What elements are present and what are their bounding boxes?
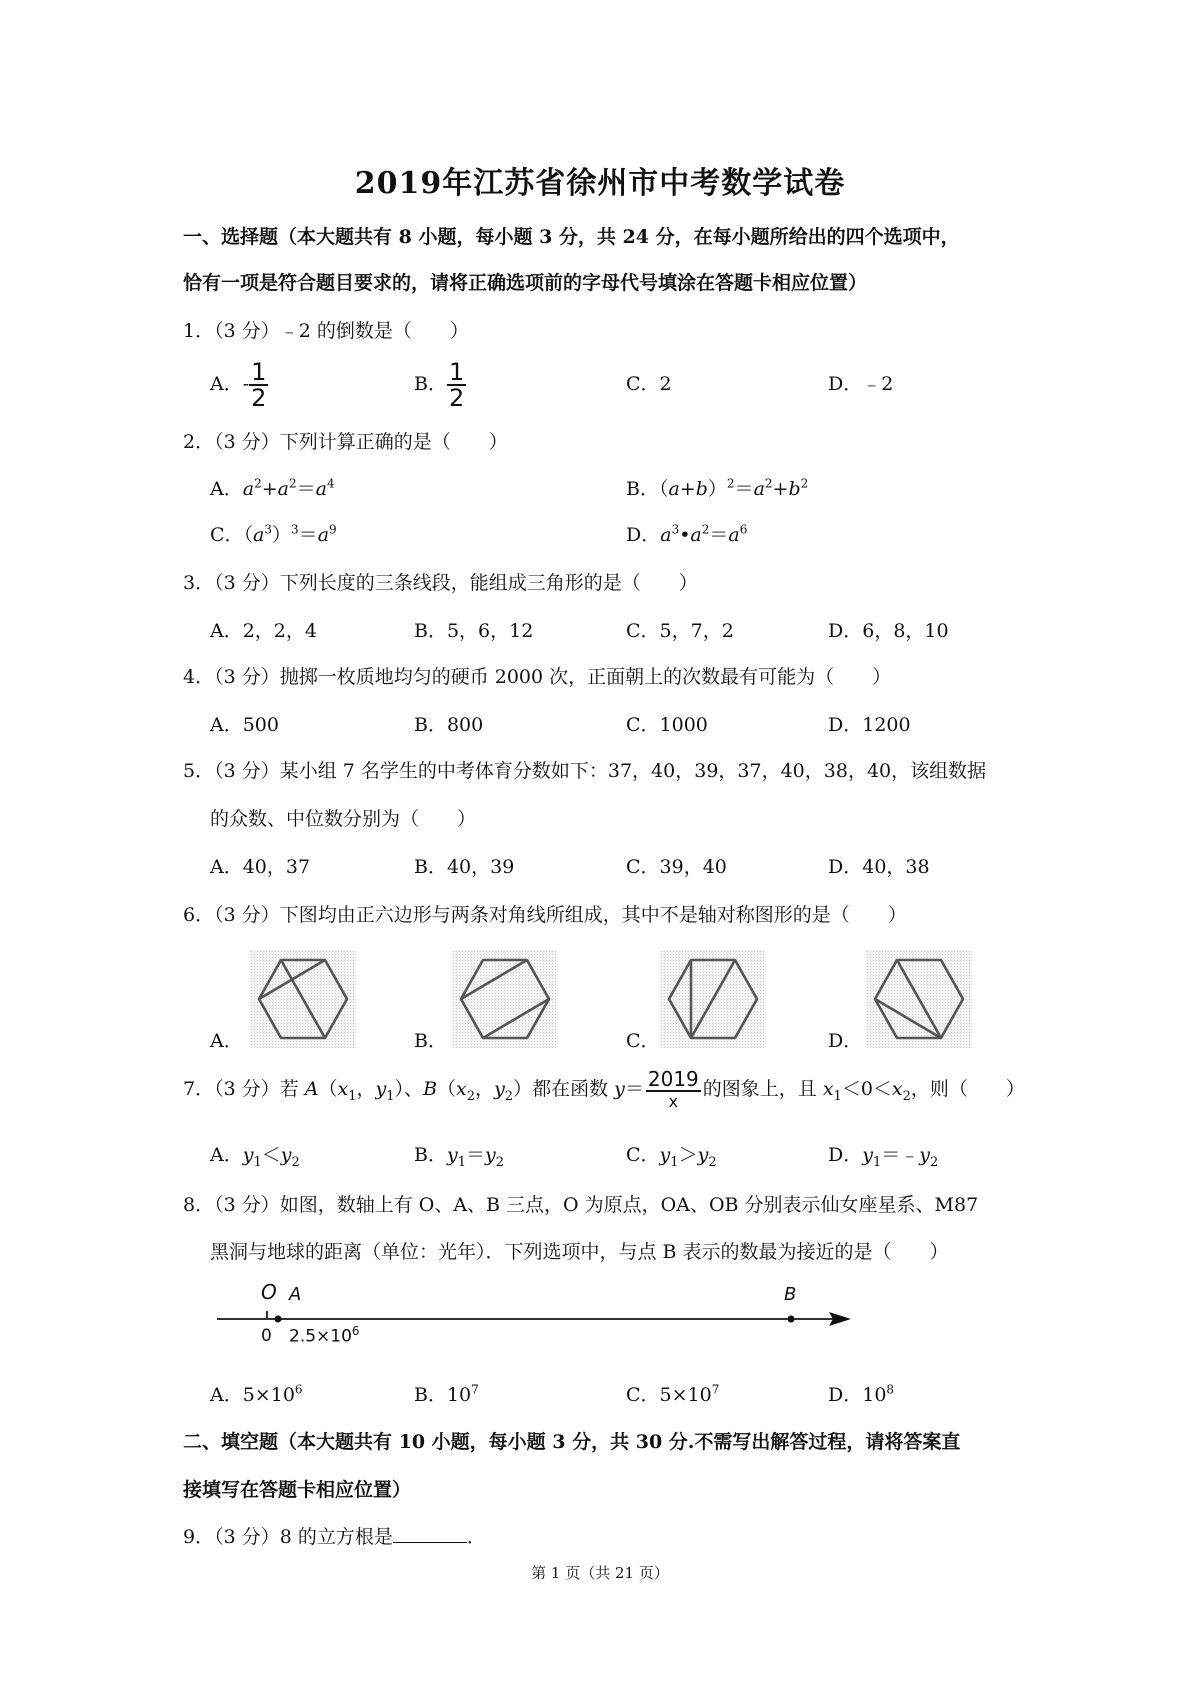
q4-option-b: B．800 (414, 714, 484, 736)
question-3-stem: 3．（3 分）下列长度的三条线段，能组成三角形的是（ ） (183, 572, 698, 594)
section-1-heading-line-2: 恰有一项是符合题目要求的，请将正确选项前的字母代号填涂在答题卡相应位置） (183, 272, 868, 294)
denominator: x (646, 1090, 701, 1112)
q7-option-a: A．$y_1<y_2$ (210, 1144, 300, 1170)
option-label: A． (210, 373, 243, 395)
numerator: 1 (251, 358, 267, 386)
fraction-2019-over-x (646, 1068, 701, 1112)
q8-option-c: C．$5\times 10^7$ (626, 1382, 720, 1406)
q4-option-d: D．1200 (828, 714, 911, 736)
q3-option-d: D．6，8，10 (828, 620, 949, 642)
question-9-period: ． (466, 1526, 486, 1548)
q7-option-d: D．$y_1=﹣y_2$ (828, 1144, 939, 1170)
point-b-label: B (784, 1284, 797, 1305)
q2-option-a: A．$a^2+a^2=a^4$ (210, 476, 335, 500)
hexagon-figure-d (866, 950, 972, 1048)
numerator: 1 (448, 358, 465, 386)
q5-option-a: A．40，37 (210, 856, 311, 878)
tick-a-label (289, 1324, 360, 1347)
fraction (249, 360, 268, 410)
tick-a-mantissa: 2.5×10 (289, 1326, 352, 1347)
q1-option-a (210, 360, 268, 410)
q1-option-b (414, 360, 466, 410)
tick-a-exponent: 6 (351, 1324, 360, 1338)
section-2-heading-line-1: 二、填空题（本大题共有 10 小题，每小题 3 分，共 30 分.不需写出解答过程，请将答案直 (183, 1431, 961, 1453)
q8-option-a: A．$5\times 10^6$ (210, 1382, 303, 1406)
section-2-heading-line-2: 接填写在答题卡相应位置） (183, 1479, 412, 1501)
q2-option-d: D．$a^3•a^2=a^6$ (626, 522, 748, 546)
number-line-figure (215, 1280, 855, 1350)
question-2-stem: 2．（3 分）下列计算正确的是（ ） (183, 431, 508, 453)
point-a-label: A (289, 1284, 302, 1305)
hexagon-figure-a (250, 950, 356, 1048)
minus-sign: - (242, 373, 250, 395)
question-9-text: 9．（3 分）8 的立方根是 (183, 1526, 393, 1548)
q7-option-b: B．$y_1=y_2$ (414, 1144, 505, 1170)
answer-blank (393, 1524, 467, 1543)
hexagon-figure-b (452, 950, 558, 1048)
q6-option-b: B． (414, 1030, 447, 1052)
q4-option-c: C．1000 (626, 714, 708, 736)
question-6-stem: 6．（3 分）下图均由正六边形与两条对角线所组成，其中不是轴对称图形的是（ ） (183, 904, 907, 926)
question-8-stem-line-1: 8．（3 分）如图，数轴上有 O、A、B 三点，O 为原点，OA、OB 分别表示仙女座星系、M87 (183, 1194, 979, 1216)
q5-option-b: B．40，39 (414, 856, 515, 878)
q5-option-d: D．40，38 (828, 856, 930, 878)
q8-option-b: B．$10^7$ (414, 1382, 479, 1406)
q2-option-b: B．$(a+b)^2=a^2+b^2$ (626, 476, 809, 500)
question-5-stem-line-1: 5．（3 分）某小组 7 名学生的中考体育分数如下：37，40，39，37，40，38，40，该组数据 (183, 760, 987, 782)
tick-zero-label: 0 (261, 1326, 272, 1346)
question-5-stem-line-2: 的众数、中位数分别为（ ） (210, 808, 477, 830)
fraction (447, 360, 466, 410)
page-title: 2019年江苏省徐州市中考数学试卷 (354, 166, 846, 201)
question-9-stem (183, 1522, 486, 1549)
q3-option-c: C．5，7，2 (626, 620, 734, 642)
q8-option-d: D．$10^8$ (828, 1382, 895, 1406)
q1-option-d: D．﹣2 (828, 373, 894, 395)
question-7-stem: 7．（3 分）若 $A(x_1$，$y_1$）、$B(x_2$，$y_2$）都在函数 y＝ 2019 x 的图象上，且 $x_1<0<x_2$，则（ ） (183, 1067, 1025, 1111)
q3-option-a: A．2，2，4 (210, 620, 317, 642)
numerator: 2019 (647, 1067, 699, 1091)
option-label: B． (414, 373, 447, 395)
q3-option-b: B．5，6，12 (414, 620, 534, 642)
q7-option-c: C．$y_1>y_2$ (626, 1144, 717, 1170)
denominator: 2 (251, 384, 267, 412)
hexagon-figure-c (660, 950, 766, 1048)
q6-option-c: C． (626, 1030, 660, 1052)
section-1-heading-line-1: 一、选择题（本大题共有 8 小题，每小题 3 分，共 24 分，在每小题所给出的四个选项中， (183, 226, 960, 248)
question-4-stem: 4．（3 分）抛掷一枚质地均匀的硬币 2000 次，正面朝上的次数最有可能为（ ） (183, 666, 892, 688)
question-8-stem-line-2: 黑洞与地球的距离（单位：光年）．下列选项中，与点 B 表示的数最为接近的是（ ） (210, 1241, 949, 1263)
denominator: 2 (448, 384, 465, 412)
page-footer: 第 1 页（共 21 页） (531, 1564, 669, 1582)
q6-option-d: D． (828, 1030, 863, 1052)
q4-option-a: A．500 (210, 714, 279, 736)
point-o-label: O (261, 1280, 277, 1304)
q5-option-c: C．39，40 (626, 856, 727, 878)
question-1-stem: 1．（3 分）﹣2 的倒数是（ ） (183, 320, 469, 342)
q6-option-a: A． (210, 1030, 243, 1052)
q2-option-c: C．$(a^3)^3=a^9$ (210, 522, 337, 546)
q1-option-c: C．2 (626, 373, 672, 395)
